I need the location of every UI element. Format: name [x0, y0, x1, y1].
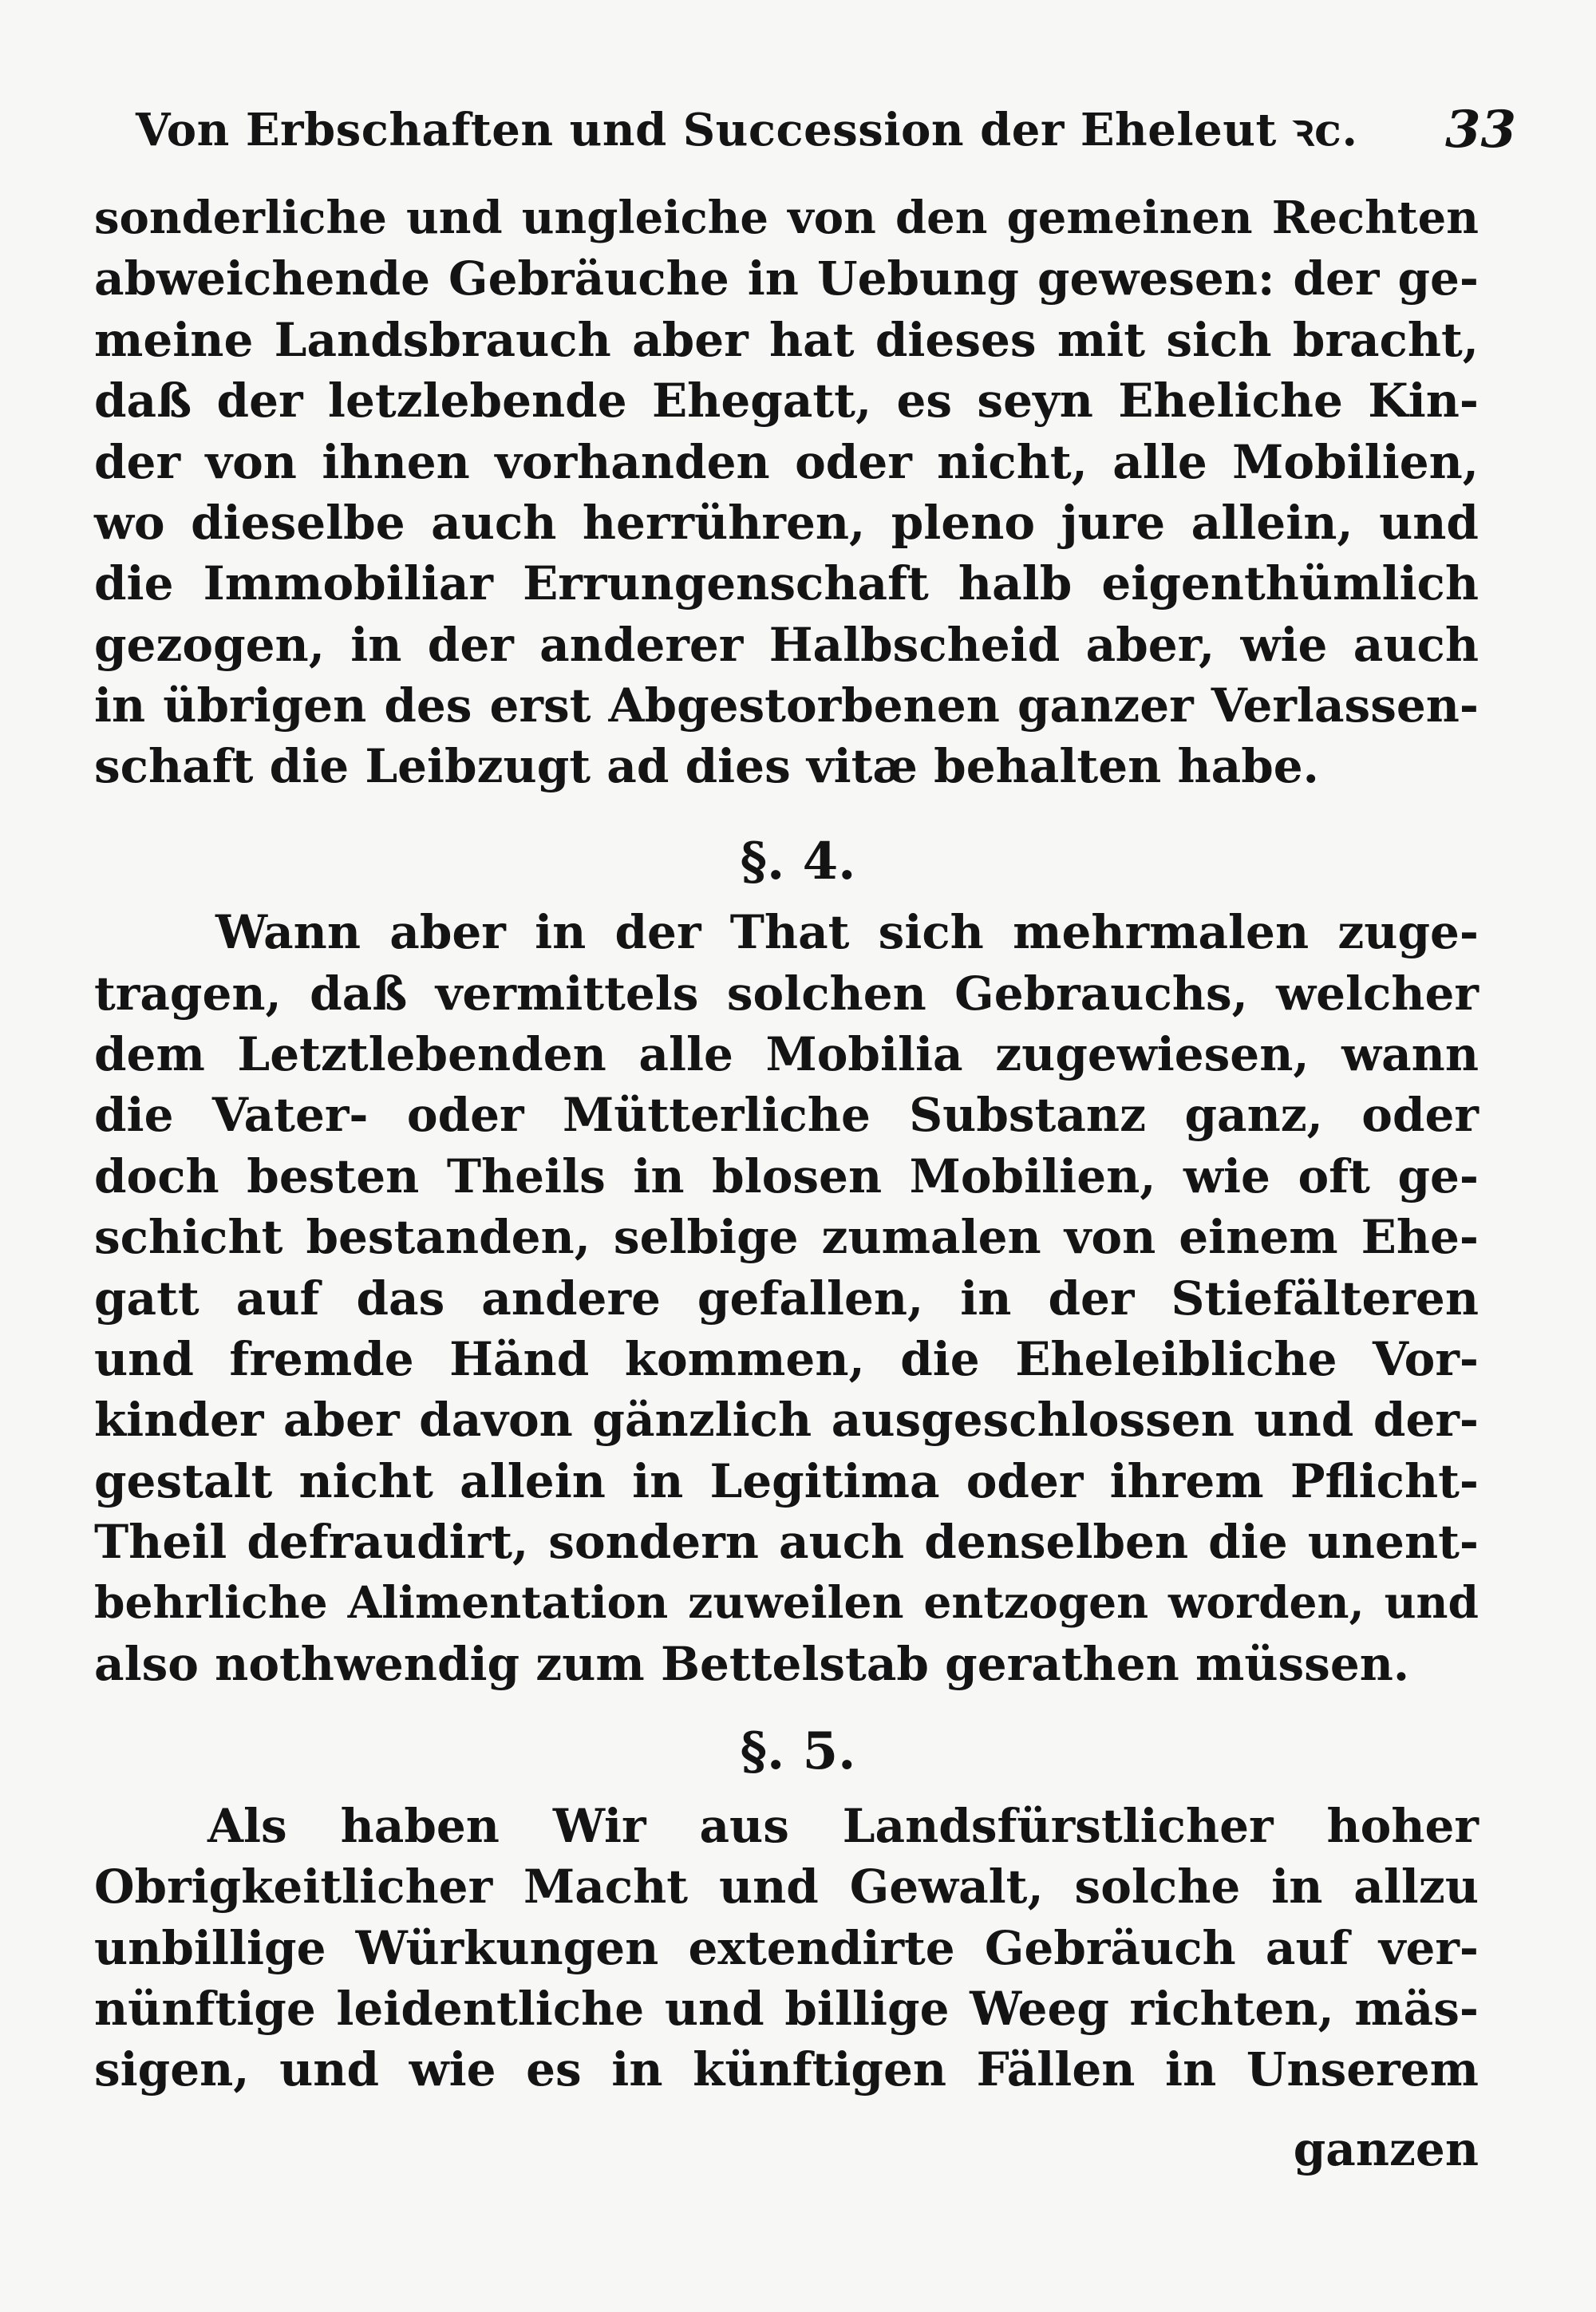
- text-line: in übrigen des erst Abgestorbenen ganzer Verlassen-: [94, 678, 1479, 733]
- text-line: dem Letztlebenden alle Mobilia zugewiesen, wann: [94, 1027, 1479, 1081]
- catchword: ganzen: [1293, 2122, 1479, 2176]
- text-line: gatt auf das andere gefallen, in der Stiefälteren: [94, 1271, 1479, 1326]
- text-line: behrliche Alimentation zuweilen entzogen worden, und: [94, 1576, 1479, 1628]
- text-line: also nothwendig zum Bettelstab gerathen müssen.: [94, 1637, 1410, 1691]
- text-line: schaft die Leibzugt ad dies vitæ behalten habe.: [94, 739, 1319, 793]
- running-title: Von Erbschaften und Succession der Eheleut ꝛc.: [136, 104, 1358, 156]
- section-heading: §. 4.: [740, 832, 856, 891]
- text-line: sigen, und wie es in künftigen Fällen in Unserem: [94, 2042, 1479, 2097]
- text-line: gezogen, in der anderer Halbscheid aber, wie auch: [94, 618, 1479, 672]
- text-line: nünftige leidentliche und billige Weeg richten, mäs-: [94, 1982, 1479, 2036]
- text-line: gestalt nicht allein in Legitima oder ihrem Pflicht-: [94, 1454, 1479, 1508]
- text-line: und fremde Händ kommen, die Eheleibliche Vor-: [94, 1332, 1479, 1386]
- page-header: [136, 86, 1516, 174]
- text-line: meine Landsbrauch aber hat dieses mit sich bracht,: [94, 313, 1479, 367]
- text-line: die Immobiliar Errungenschaft halb eigenthümlich: [94, 556, 1479, 611]
- text-line: Obrigkeitlicher Macht und Gewalt, solche in allzu: [94, 1859, 1479, 1914]
- text-line: Theil defraudirt, sondern auch denselben die unent-: [94, 1515, 1479, 1569]
- text-line: kinder aber davon gänzlich ausgeschlossen und der-: [94, 1393, 1479, 1447]
- text-line: schicht bestanden, selbige zumalen von einem Ehe-: [94, 1210, 1479, 1264]
- text-line: daß der letzlebende Ehegatt, es seyn Eheliche Kin-: [94, 373, 1479, 428]
- text-line: doch besten Theils in blosen Mobilien, wie oft ge-: [94, 1149, 1479, 1203]
- text-line: unbillige Würkungen extendirte Gebräuch auf ver-: [94, 1921, 1479, 1975]
- page-number: 33: [1444, 100, 1516, 160]
- text-line: die Vater- oder Mütterliche Substanz ganz, oder: [94, 1088, 1479, 1142]
- text-line: tragen, daß vermittels solchen Gebrauchs, welcher: [94, 966, 1479, 1021]
- text-line: sonderliche und ungleiche von den gemeinen Rechten: [94, 192, 1479, 244]
- text-line: abweichende Gebräuche in Uebung gewesen: der ge-: [94, 251, 1479, 306]
- text-line: der von ihnen vorhanden oder nicht, alle Mobilien,: [94, 435, 1479, 489]
- text-line: wo dieselbe auch herrühren, pleno jure allein, und: [94, 496, 1479, 550]
- section-heading: §. 5.: [740, 1721, 856, 1781]
- text-line: Als haben Wir aus Landsfürstlicher hoher: [207, 1799, 1479, 1853]
- text-line: Wann aber in der That sich mehrmalen zuge-: [215, 905, 1479, 959]
